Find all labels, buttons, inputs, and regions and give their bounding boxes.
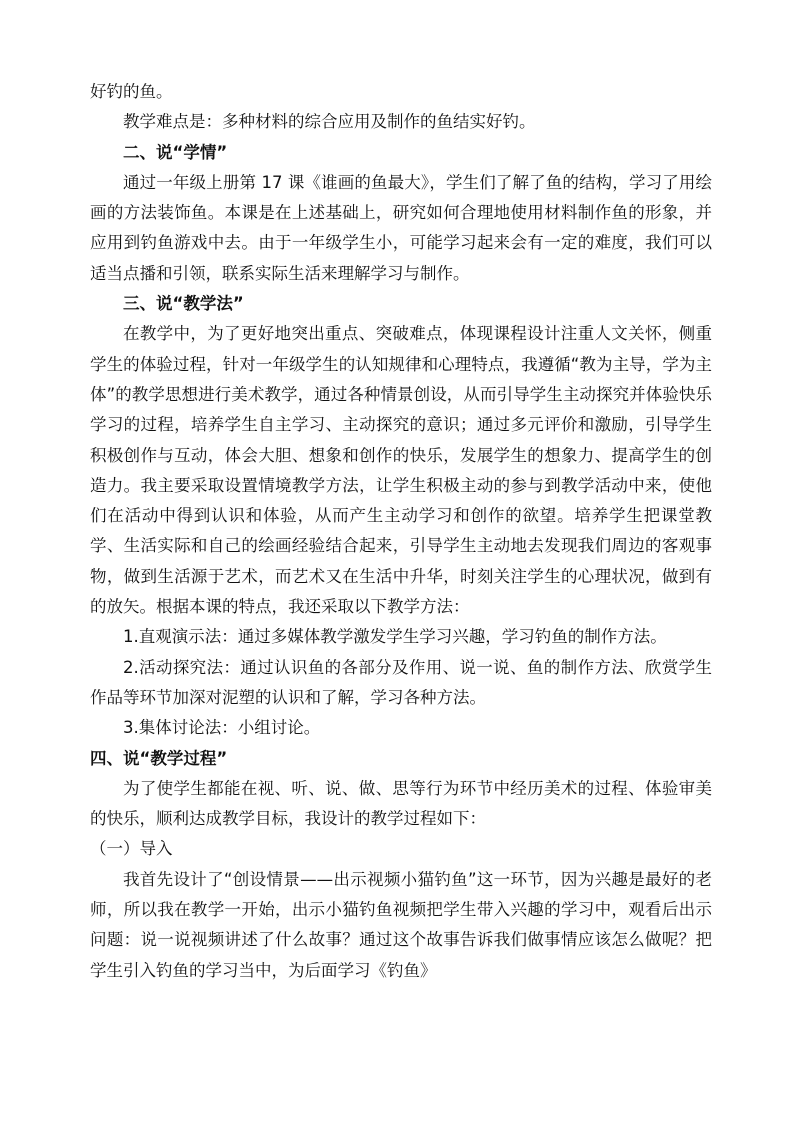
teaching-process-intro-paragraph: 为了使学生都能在视、听、说、做、思等行为环节中经历美术的过程、体验审美的快乐，顺利达成教学目标，我设计的教学过程如下： bbox=[90, 778, 712, 829]
teaching-difficulty-paragraph: 教学难点是：多种材料的综合应用及制作的鱼结实好钓。 bbox=[123, 112, 536, 132]
document-page bbox=[90, 77, 712, 986]
introduction-paragraph: 我首先设计了“创设情景——出示视频小猫钓鱼”这一环节，因为兴趣是最好的老师，所以我在教学一开始，出示小猫钓鱼视频把学生带入兴趣的学习中，观看后出示问题：说一说视频讲述了什么故事？通过这个故事告诉我们做事情应该怎么做呢？把学生引入钓鱼的学习当中，为后面学习《钓鱼》 bbox=[90, 869, 712, 980]
section-heading-student-situation: 二、说“学情” bbox=[123, 142, 228, 162]
section-heading-teaching-method: 三、说“教学法” bbox=[123, 294, 244, 314]
student-situation-paragraph: 通过一年级上册第 17 课《谁画的鱼最大》，学生们了解了鱼的结构，学习了用绘画的方法装饰鱼。本课是在上述基础上，研究如何合理地使用材料制作鱼的形象，并应用到钓鱼游戏中去。由于一年级学生小，可能学习起来会有一定的难度，我们可以适当点播和引领，联系实际生活来理解学习与制作。 bbox=[90, 172, 712, 283]
teaching-method-paragraph: 在教学中，为了更好地突出重点、突破难点，体现课程设计注重人文关怀，侧重学生的体验过程，针对一年级学生的认知规律和心理特点，我遵循“教为主导，学为主体”的教学思想进行美术教学，通过各种情景创设，从而引导学生主动探究并体验快乐学习的过程，培养学生自主学习、主动探究的意识；通过多元评价和激励，引导学生积极创作与互动，体会大胆、想象和创作的快乐，发展学生的想象力、提高学生的创造力。我主要采取设置情境教学方法，让学生积极主动的参与到教学活动中来，使他们在活动中得到认识和体验，从而产生主动学习和创作的欲望。培养学生把课堂教学、生活实际和自己的绘画经验结合起来，引导学生主动地去发现我们周边的客观事物，做到生活源于艺术，而艺术又在生活中升华，时刻关注学生的心理状况，做到有的放矢。根据本课的特点，我还采取以下教学方法： bbox=[90, 324, 712, 617]
paragraph-continuation: 好钓的鱼。 bbox=[90, 82, 173, 101]
subsection-heading-introduction: （一）导入 bbox=[90, 839, 173, 859]
method-item-1: 1.直观演示法：通过多媒体教学激发学生学习兴趣，学习钓鱼的制作方法。 bbox=[123, 627, 667, 647]
method-item-3: 3.集体讨论法：小组讨论。 bbox=[123, 718, 321, 738]
method-item-2: 2.活动探究法：通过认识鱼的各部分及作用、说一说、鱼的制作方法、欣赏学生作品等环节加深对泥塑的认识和了解，学习各种方法。 bbox=[90, 657, 712, 707]
section-heading-teaching-process: 四、说“教学过程” bbox=[90, 748, 228, 768]
